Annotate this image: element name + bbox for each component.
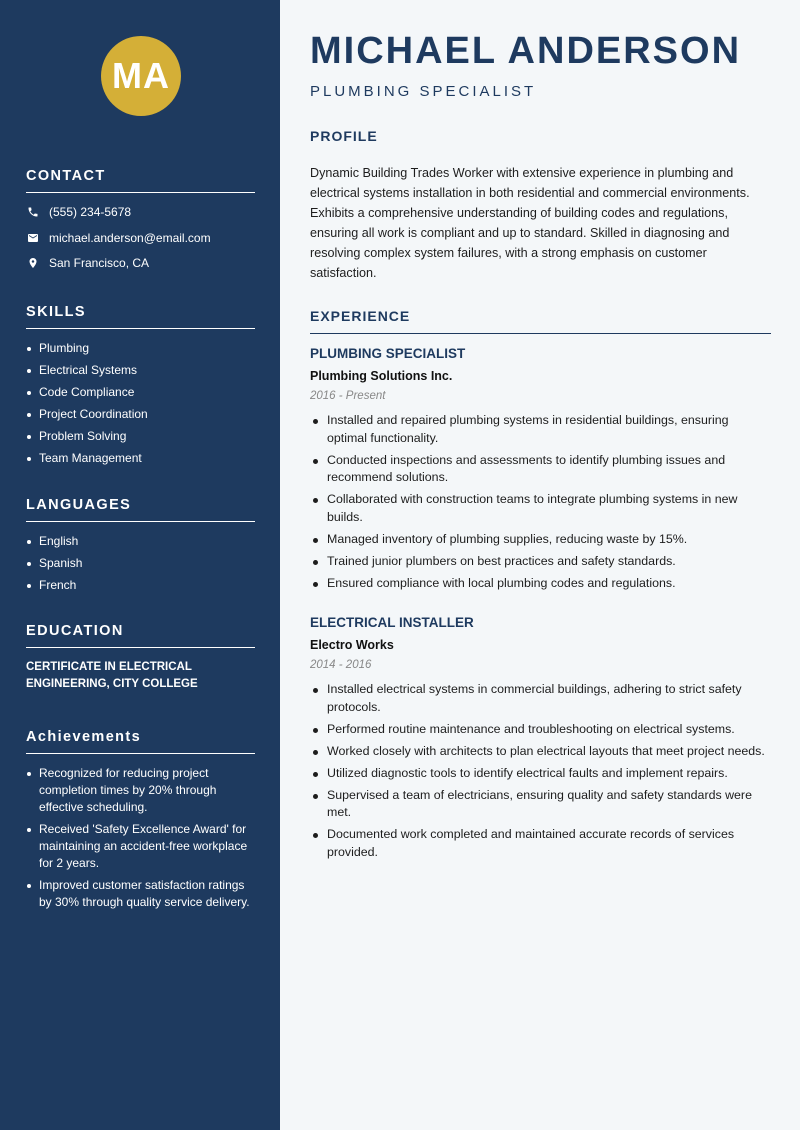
location-pin-icon [26,256,40,270]
job-bullet: Worked closely with architects to plan electrical layouts that meet project needs. [310,743,771,761]
job-bullets [310,412,771,592]
job-bullet: Ensured compliance with local plumbing codes and regulations. [310,575,771,593]
education-entry: CERTIFICATE IN ELECTRICAL ENGINEERING, CITY COLLEGE [26,661,198,690]
skills-section [26,304,255,472]
job-bullet: Collaborated with construction teams to integrate plumbing systems in new builds. [310,491,771,526]
education-heading: EDUCATION [26,623,255,648]
achievements-section [26,729,255,916]
skill-item: Plumbing [26,340,255,357]
skills-heading: SKILLS [26,304,255,329]
job-bullet: Installed and repaired plumbing systems in residential buildings, ensuring optimal functionality. [310,412,771,447]
job-entry [310,615,771,866]
profile-text: Dynamic Building Trades Worker with extensive experience in plumbing and electrical systems installation in both residential and commercial environments. Exhibits a comprehensive understanding of building codes and regulations, ensuring all work is compliant and up to standard. Skilled in diagnosing and resolving complex system failures, with a strong emphasis on customer satisfaction. [310,166,750,280]
achievements-list [26,765,255,911]
job-bullet: Performed routine maintenance and troubleshooting on electrical systems. [310,721,771,739]
job-company: Plumbing Solutions Inc. [310,369,453,383]
achievement-item: Recognized for reducing project completion times by 20% through effective scheduling. [26,765,255,816]
skill-item: Project Coordination [26,406,255,423]
location-text: San Francisco, CA [49,256,150,270]
email-icon [26,231,40,245]
contact-heading: CONTACT [26,168,255,193]
job-dates: 2014 - 2016 [310,659,372,671]
education-section [26,623,255,693]
job-dates: 2016 - Present [310,390,386,402]
language-item: English [26,533,255,550]
languages-list [26,533,255,594]
profile-heading: PROFILE [310,128,378,144]
job-company: Electro Works [310,638,394,652]
job-title: PLUMBING SPECIALIST [310,346,466,361]
job-title: ELECTRICAL INSTALLER [310,615,474,630]
skill-item: Team Management [26,450,255,467]
achievement-item: Improved customer satisfaction ratings by 30% through quality service delivery. [26,877,255,911]
job-bullet: Utilized diagnostic tools to identify electrical faults and implement repairs. [310,765,771,783]
avatar: MA [101,36,181,116]
phone-icon [26,205,40,219]
experience-heading: EXPERIENCE [310,308,771,334]
skill-item: Code Compliance [26,384,255,401]
job-bullet: Trained junior plumbers on best practices and safety standards. [310,553,771,571]
job-bullet: Installed electrical systems in commercial buildings, adhering to strict safety protocols. [310,681,771,716]
contact-email [26,229,255,247]
achievement-item: Received 'Safety Excellence Award' for maintaining an accident-free workplace for 2 years. [26,821,255,872]
contact-section [26,168,255,280]
skills-list [26,340,255,467]
email-text: michael.anderson@email.com [49,230,211,245]
languages-section [26,497,255,599]
contact-location [26,254,255,272]
job-bullet: Documented work completed and maintained accurate records of services provided. [310,826,771,861]
skill-item: Electrical Systems [26,362,255,379]
languages-heading: LANGUAGES [26,497,255,522]
candidate-role: PLUMBING SPECIALIST [310,83,537,100]
contact-phone [26,203,255,221]
sidebar [0,0,280,1130]
job-bullets [310,681,771,861]
skill-item: Problem Solving [26,428,255,445]
job-bullet: Managed inventory of plumbing supplies, reducing waste by 15%. [310,531,771,549]
job-entry [310,346,771,597]
achievements-heading: Achievements [26,729,255,754]
job-bullet: Conducted inspections and assessments to identify plumbing issues and recommend solutions. [310,452,771,487]
job-bullet: Supervised a team of electricians, ensuring quality and safety standards were met. [310,787,771,822]
language-item: French [26,577,255,594]
candidate-name: MICHAEL ANDERSON [310,30,742,72]
language-item: Spanish [26,555,255,572]
phone-text: (555) 234-5678 [49,205,132,219]
